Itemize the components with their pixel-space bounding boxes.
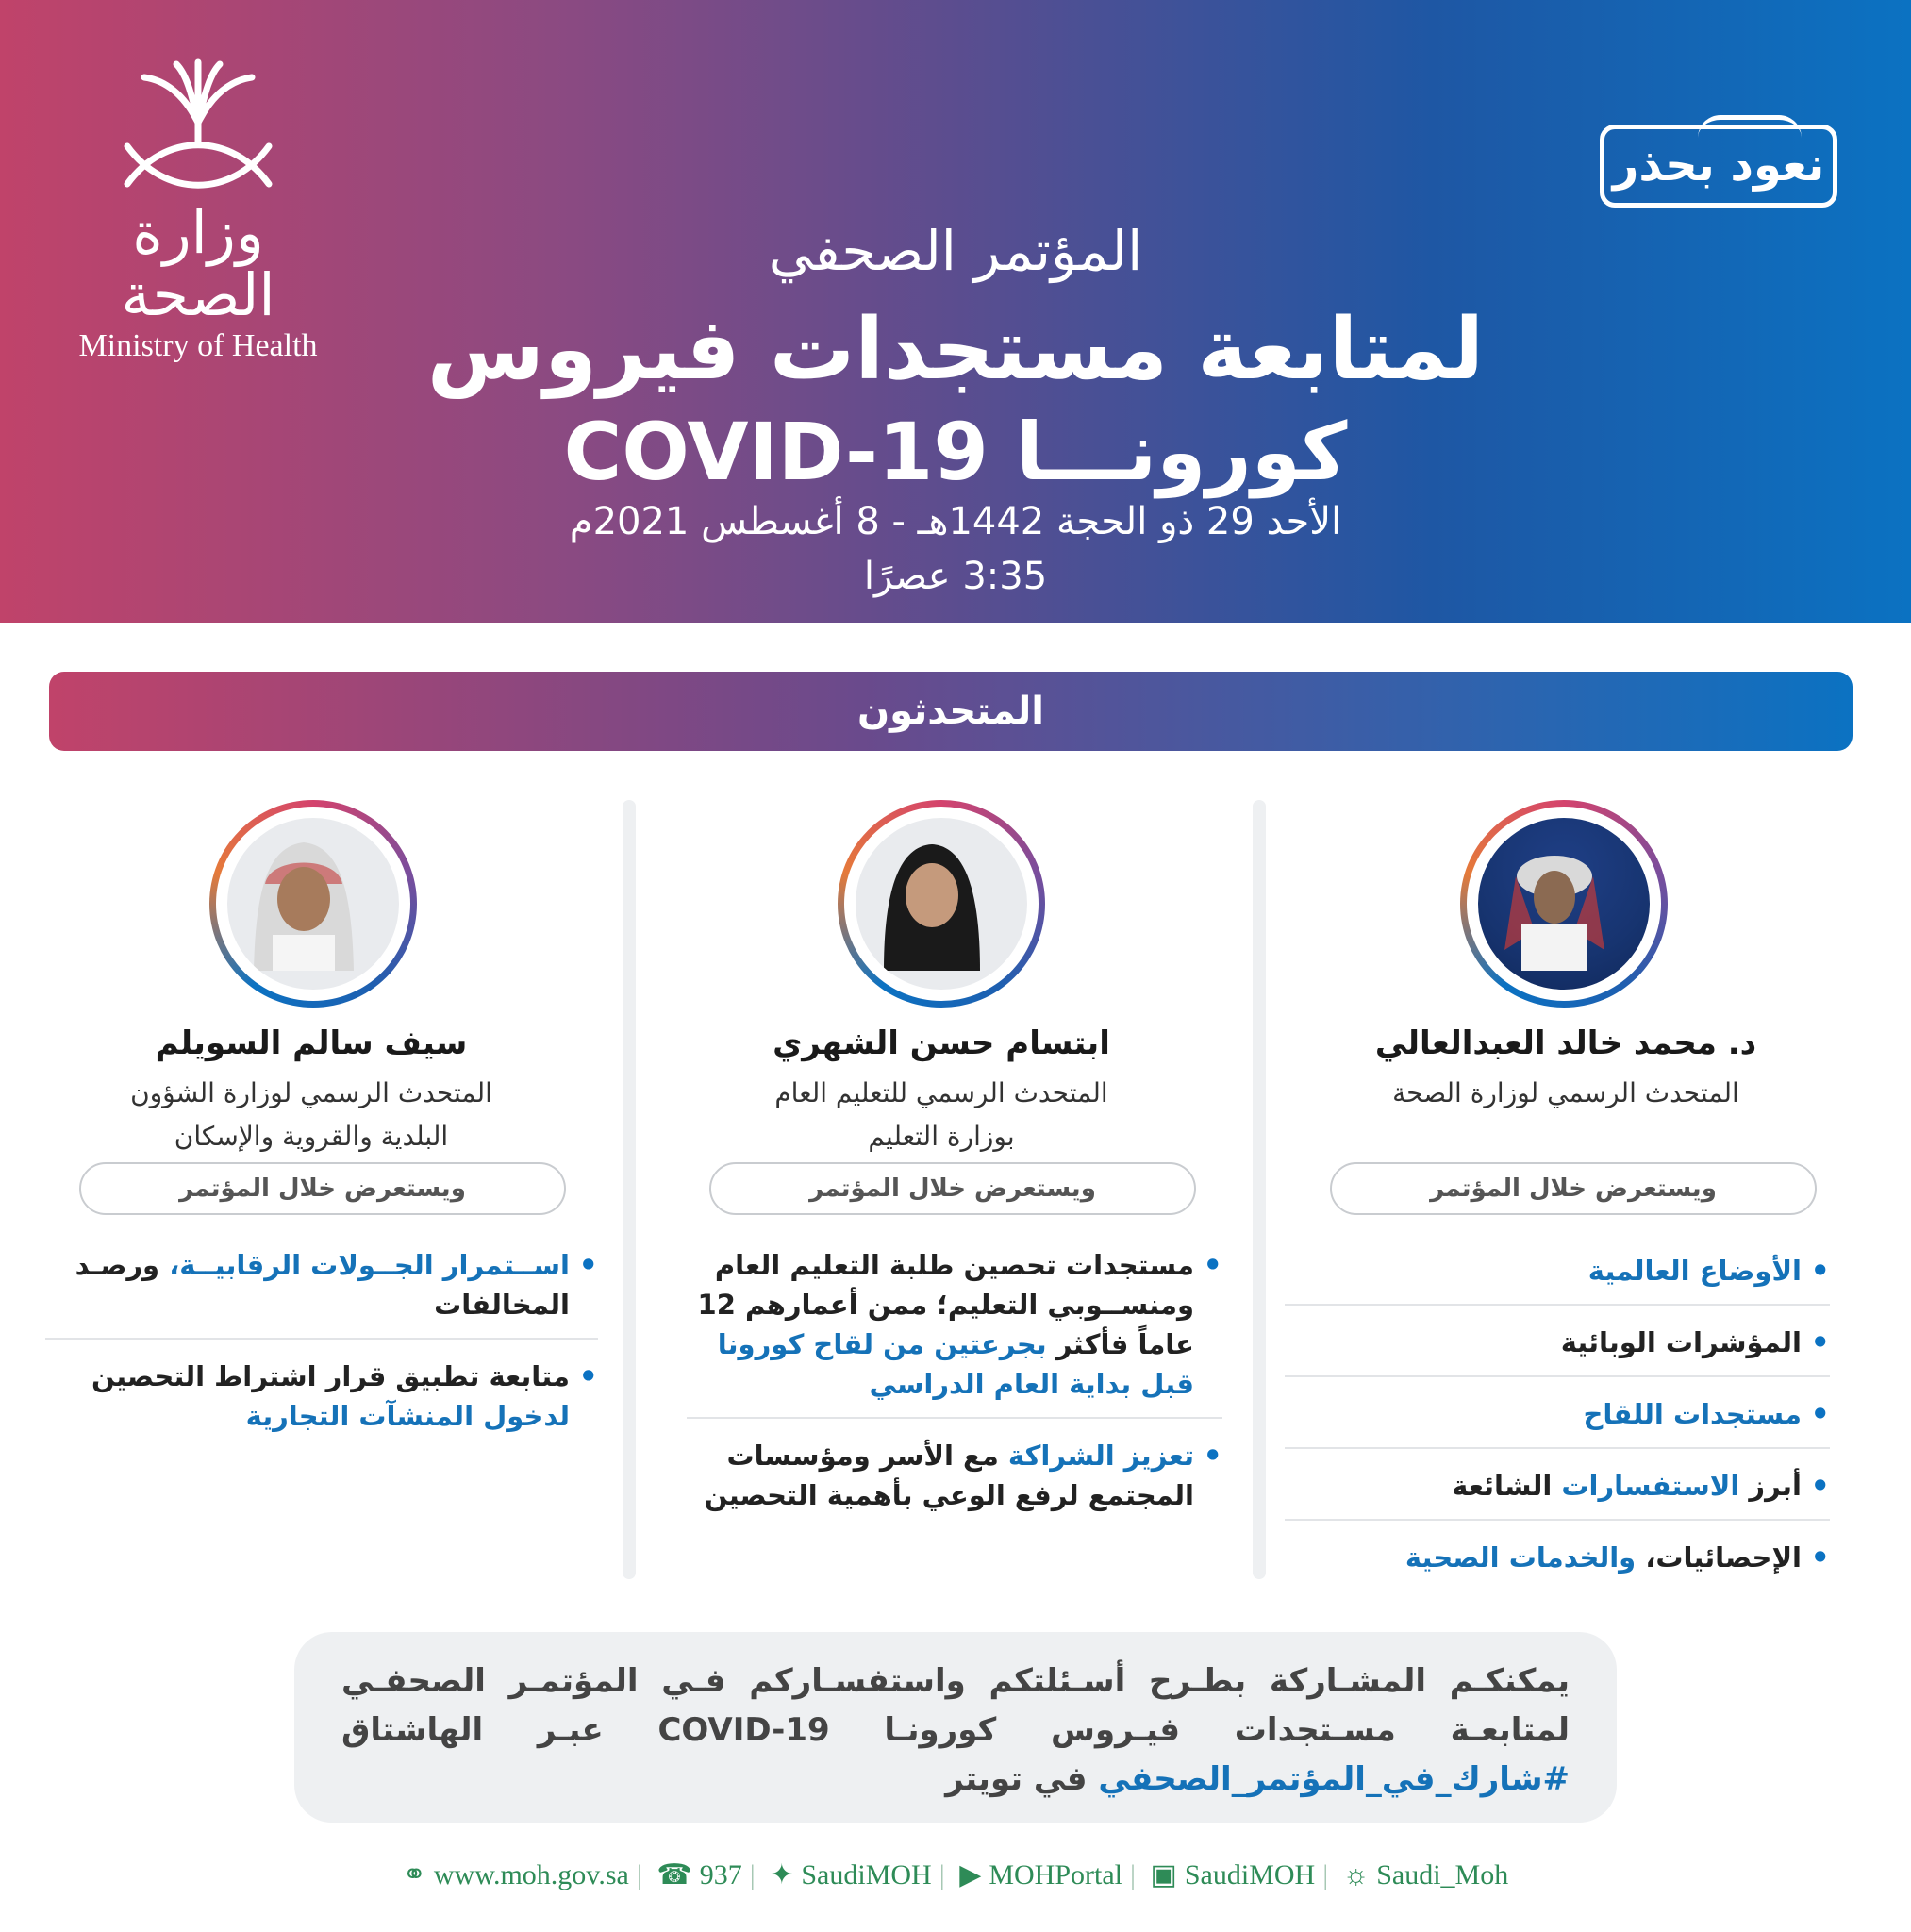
- speakers-heading: المتحدثون: [49, 672, 1853, 751]
- twitter-icon: ✦: [770, 1859, 794, 1890]
- palm-swords-icon: [99, 57, 297, 198]
- topic-item: • اســتمرار الجــولات الرقابيــة، ورصـد المخالفات: [45, 1245, 598, 1324]
- speaker-role-line2: البلدية والقروية والإسكان: [174, 1121, 449, 1152]
- speaker-name: سيف سالم السويلم: [155, 1024, 468, 1062]
- youtube-link[interactable]: MOHPortal: [989, 1859, 1122, 1890]
- conference-title-line1: لمتابعة مستجدات فيروس: [426, 300, 1485, 399]
- phone-link[interactable]: 937: [699, 1859, 742, 1890]
- speaker-photo: [856, 818, 1027, 990]
- topics-list: [687, 1245, 1222, 1515]
- youtube-icon: ▶: [959, 1859, 982, 1890]
- topics-list: [45, 1245, 598, 1436]
- conference-time: 3:35 عصرًا: [863, 555, 1048, 598]
- speaker-card: [687, 792, 1196, 1585]
- speaker-role: المتحدث الرسمي للتعليم العام: [774, 1077, 1108, 1108]
- topic-item: • الإحصائيات، والخدمات الصحية: [1285, 1538, 1830, 1577]
- facebook-icon: ▣: [1150, 1859, 1177, 1890]
- topic-item: • الأوضاع العالمية: [1285, 1251, 1830, 1291]
- speaker-name: ابتسام حسن الشهري: [773, 1024, 1110, 1062]
- campaign-badge: نعود بحذر: [1600, 125, 1837, 208]
- snapchat-link[interactable]: Saudi_Moh: [1376, 1859, 1509, 1890]
- conference-date: الأحد 29 ذو الحجة 1442هـ - 8 أغسطس 2021م: [569, 500, 1342, 543]
- speaker-role: المتحدث الرسمي لوزارة الصحة: [1392, 1077, 1739, 1108]
- participation-note: يمكنكـم المشـاركة بطـرح أسـئلتكم واستفسـاركم فـي المؤتمـر الصحفـي لمتابعـة مسـتجدات فيـروس كورونـا COVID-19 عبـر الهاشتاق #شارك_في_المؤتمر_الصحفي في تويتر: [294, 1632, 1617, 1823]
- website-link[interactable]: www.moh.gov.sa: [433, 1859, 629, 1890]
- speaker-photo-frame: [1460, 800, 1668, 1008]
- logo-arabic-text: وزارة الصحة: [121, 198, 275, 329]
- speaker-photo-frame: [838, 800, 1045, 1008]
- contact-links: ⚭ www.moh.gov.sa | ☎ 937 | ✦ SaudiMOH | ▶ MOHPortal | ▣ SaudiMOH | ☼ Saudi_Moh: [402, 1859, 1509, 1890]
- globe-icon: ⚭: [402, 1859, 426, 1890]
- conference-subtitle: المؤتمر الصحفي: [768, 219, 1143, 283]
- snapchat-icon: ☼: [1342, 1859, 1370, 1890]
- presents-pill: ويستعرض خلال المؤتمر: [709, 1162, 1196, 1215]
- topic-item: • تعزيز الشراكة مع الأسر ومؤسسات المجتمع لرفع الوعي بأهمية التحصين: [687, 1436, 1222, 1515]
- topic-item: • مستجدات تحصين طلبة التعليم العام ومنســوبي التعليم؛ ممن أعمارهم 12 عاماً فأكثر بجرعتين من لقاح كورونا قبل بداية العام الدراسي: [687, 1245, 1222, 1404]
- column-divider: [1253, 800, 1266, 1579]
- topic-item: • المؤشرات الوبائية: [1285, 1323, 1830, 1362]
- topic-item: • متابعة تطبيق قرار اشتراط التحصين لدخول المنشآت التجارية: [45, 1357, 598, 1436]
- presents-pill: ويستعرض خلال المؤتمر: [79, 1162, 566, 1215]
- speaker-name: د. محمد خالد العبدالعالي: [1374, 1024, 1757, 1062]
- column-divider: [623, 800, 636, 1579]
- phone-icon: ☎: [656, 1859, 692, 1890]
- topic-item: • أبرز الاستفسارات الشائعة: [1285, 1466, 1830, 1506]
- header-banner: [0, 0, 1911, 623]
- conference-title-line2: كورونـــا COVID-19: [563, 406, 1348, 498]
- speaker-photo-frame: [209, 800, 417, 1008]
- speaker-photo: [1478, 818, 1650, 990]
- hashtag-link[interactable]: #شارك_في_المؤتمر_الصحفي: [1098, 1760, 1570, 1798]
- speaker-photo: [227, 818, 399, 990]
- presents-pill: ويستعرض خلال المؤتمر: [1330, 1162, 1817, 1215]
- speaker-role-line2: بوزارة التعليم: [868, 1121, 1015, 1152]
- twitter-link[interactable]: SaudiMOH: [801, 1859, 932, 1890]
- speaker-card: [1311, 792, 1820, 1585]
- topics-list: [1285, 1251, 1830, 1577]
- logo-english-text: Ministry of Health: [78, 328, 318, 363]
- topic-item: • مستجدات اللقاح: [1285, 1394, 1830, 1434]
- speaker-card: [57, 792, 570, 1585]
- facebook-link[interactable]: SaudiMOH: [1184, 1859, 1316, 1890]
- speaker-role: المتحدث الرسمي لوزارة الشؤون: [130, 1077, 492, 1108]
